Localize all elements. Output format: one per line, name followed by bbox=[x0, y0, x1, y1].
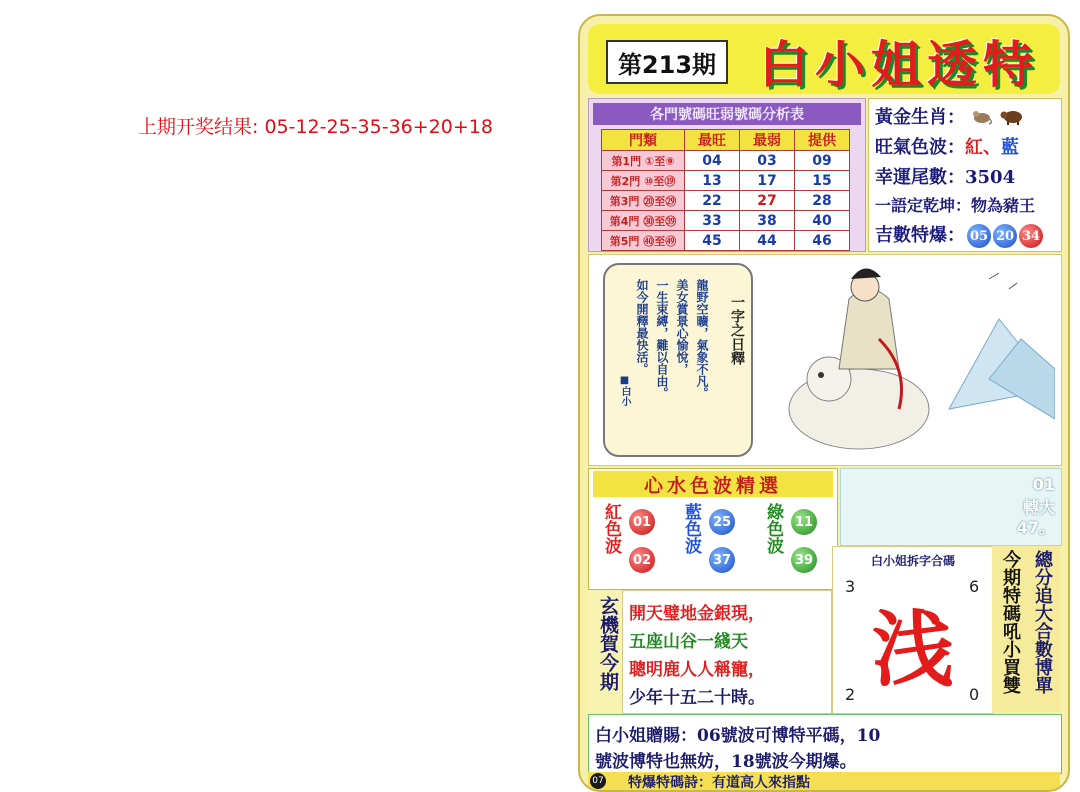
color-label: 旺氣色波： bbox=[875, 137, 965, 158]
lucky-ball: 34 bbox=[1019, 224, 1043, 248]
partial-box bbox=[840, 468, 1062, 546]
tail-label: 幸運尾數： bbox=[875, 167, 965, 188]
cell-hot: 22 bbox=[685, 191, 740, 211]
analysis-title: 各門號碼旺弱號碼分析表 bbox=[593, 103, 861, 125]
scroll-title: 一字之日釋 bbox=[729, 295, 745, 365]
gift-line: 白小姐贈賜：06號波可博特平碼，10 bbox=[595, 726, 881, 746]
cell-weak: 03 bbox=[740, 151, 795, 171]
page-number: 07 bbox=[590, 773, 606, 789]
green-wave-label: 綠色波 bbox=[763, 503, 783, 554]
footer-bar bbox=[588, 772, 1060, 790]
cell-hot: 04 bbox=[685, 151, 740, 171]
cell-weak: 17 bbox=[740, 171, 795, 191]
blue-ball: 25 bbox=[709, 509, 735, 535]
poem-column: 如今開釋最快活。 bbox=[635, 279, 649, 375]
poem-scroll bbox=[603, 263, 753, 457]
verse-side-label bbox=[588, 590, 622, 712]
gift-line: 號波博特也無妨，18號波今期爆。 bbox=[595, 752, 857, 772]
col-header: 最旺 bbox=[685, 130, 740, 151]
cell-weak: 27 bbox=[740, 191, 795, 211]
split-num: 0 bbox=[969, 685, 980, 704]
verse-line: 五座山谷一綫天 bbox=[629, 632, 748, 652]
poem-column: 龍野空曠，氣象不凡。 bbox=[695, 279, 709, 399]
verse-panel bbox=[622, 590, 832, 714]
right-col-2: 今期特碼吼小買雙 bbox=[1000, 550, 1021, 694]
analysis-panel bbox=[588, 98, 866, 252]
right-vertical-panel bbox=[992, 546, 1060, 712]
page-title: 白小姐透特 bbox=[759, 35, 1039, 94]
cell-provide: 46 bbox=[795, 231, 850, 251]
green-ball: 11 bbox=[791, 509, 817, 535]
footer-text: 特爆特碼詩：有道高人來指點 bbox=[628, 775, 810, 791]
tail-row bbox=[875, 163, 1015, 189]
verse-side-text: 玄機賀今期 bbox=[597, 596, 619, 691]
split-panel bbox=[832, 546, 994, 714]
partial-line: 47。 bbox=[1016, 518, 1055, 537]
lucky-ball: 20 bbox=[993, 224, 1017, 248]
poem-column: 美女賞景心愉悅， bbox=[675, 279, 689, 375]
verse-line: 開天璧地金銀現， bbox=[629, 604, 765, 624]
zodiac-label: 黃金生肖： bbox=[875, 107, 965, 128]
table-row bbox=[602, 171, 850, 191]
split-num: 3 bbox=[845, 577, 856, 596]
lucky-row bbox=[875, 221, 1043, 248]
phrase-row bbox=[875, 193, 1035, 216]
row-label: 第5門 ㊵至㊾ bbox=[602, 231, 685, 251]
poem-column: 一生束縛，難以自由。 bbox=[655, 279, 669, 399]
cell-weak: 38 bbox=[740, 211, 795, 231]
red-wave-label: 紅色波 bbox=[601, 503, 621, 554]
header-bar bbox=[588, 24, 1060, 94]
cell-provide: 09 bbox=[795, 151, 850, 171]
mouse-icon bbox=[971, 107, 993, 130]
blue-ball: 37 bbox=[709, 547, 735, 573]
lady-illustration bbox=[759, 259, 1055, 459]
split-num: 6 bbox=[969, 577, 980, 596]
info-panel bbox=[868, 98, 1062, 252]
poem-signature: ■白小 bbox=[619, 375, 630, 406]
lottery-card bbox=[578, 14, 1070, 792]
color-blue: 藍 bbox=[1001, 137, 1019, 158]
table-row bbox=[602, 191, 850, 211]
col-header: 最弱 bbox=[740, 130, 795, 151]
red-ball: 01 bbox=[629, 509, 655, 535]
split-title: 白小姐拆字合碼 bbox=[870, 553, 955, 568]
split-char: 浅 bbox=[871, 601, 954, 698]
table-row bbox=[602, 211, 850, 231]
color-red: 紅 bbox=[965, 137, 983, 158]
table-header-row bbox=[602, 130, 850, 151]
color-wave-title: 心水色波精選 bbox=[593, 471, 833, 497]
col-header: 提供 bbox=[795, 130, 850, 151]
color-row bbox=[875, 133, 1019, 159]
row-label: 第4門 ㉚至㊴ bbox=[602, 211, 685, 231]
cell-provide: 28 bbox=[795, 191, 850, 211]
cell-hot: 33 bbox=[685, 211, 740, 231]
analysis-table bbox=[601, 129, 850, 251]
phrase-label: 一語定乾坤： bbox=[875, 196, 972, 215]
cell-provide: 40 bbox=[795, 211, 850, 231]
verse-line: 聰明鹿人人稱寵， bbox=[629, 660, 765, 680]
partial-line: 轉大 bbox=[1022, 498, 1055, 517]
blue-wave-label: 藍色波 bbox=[681, 503, 701, 554]
col-header: 門類 bbox=[602, 130, 685, 151]
red-ball: 02 bbox=[629, 547, 655, 573]
phrase-value: 物為豬王 bbox=[971, 196, 1036, 215]
cell-hot: 13 bbox=[685, 171, 740, 191]
gift-panel bbox=[588, 714, 1062, 774]
lucky-label: 吉數特爆： bbox=[875, 225, 965, 246]
partial-line: 01 bbox=[1032, 475, 1055, 494]
color-sep: 、 bbox=[983, 137, 1001, 158]
split-num: 2 bbox=[845, 685, 856, 704]
illustration-panel bbox=[588, 254, 1062, 466]
table-row bbox=[602, 231, 850, 251]
lucky-ball: 05 bbox=[967, 224, 991, 248]
color-wave-panel bbox=[588, 468, 838, 590]
cell-hot: 45 bbox=[685, 231, 740, 251]
row-label: 第1門 ①至⑨ bbox=[602, 151, 685, 171]
verse-line: 少年十五二十時。 bbox=[629, 688, 765, 708]
row-label: 第2門 ⑩至⑲ bbox=[602, 171, 685, 191]
last-result-text: 上期开奖结果: 05-12-25-35-36+20+18 bbox=[138, 116, 493, 138]
right-col-1: 總分追大合數博單 bbox=[1032, 550, 1053, 694]
zodiac-row bbox=[875, 103, 1024, 130]
tail-value: 3504 bbox=[965, 167, 1016, 188]
row-label: 第3門 ⑳至㉙ bbox=[602, 191, 685, 211]
ox-icon bbox=[1000, 107, 1024, 130]
issue-number: 第213期 bbox=[606, 40, 728, 84]
cell-weak: 44 bbox=[740, 231, 795, 251]
table-row bbox=[602, 151, 850, 171]
green-ball: 39 bbox=[791, 547, 817, 573]
cell-provide: 15 bbox=[795, 171, 850, 191]
